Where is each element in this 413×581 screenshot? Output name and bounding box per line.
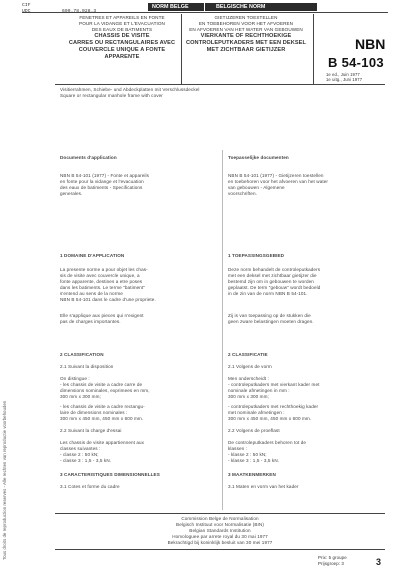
left-s1-line: La presente norme a pour objet les chas- (60, 267, 148, 272)
right-s22-line: - klasse 3 : 1,5 - 3,5 kN. (228, 458, 280, 463)
banner-left-label: NORM BELGE (152, 4, 189, 10)
left-intro-line: NBN B 54-101 (1977) - Fonte et appareils (60, 173, 150, 178)
left-s2-line: 300 mm x 300 mm; (60, 394, 101, 399)
banner-right-label: BELGISCHE NORM (216, 4, 266, 10)
right-s3-sub: 3.1 Maten en vorm van het kader (228, 484, 299, 489)
left-s3-sub: 3.1 Cotes et forme du cadre (60, 484, 120, 489)
left-s1-line: pas de charges importantes. (60, 319, 121, 324)
right-intro-heading: Toepasselijke documenten (228, 155, 289, 160)
left-s2-line: dimensions nominales, exprimees en mm, (60, 388, 150, 393)
right-s22-line: - klasse 2 : 50 kN; (228, 452, 267, 457)
right-column (228, 155, 378, 197)
right-s2-title: 2 CLASSIFICATIE (228, 352, 268, 357)
right-intro-line: en toebehoren voor het afvoeren van het water (228, 179, 329, 184)
right-s2-line: nominale afmetingen in mm : (228, 388, 290, 393)
right-intro-line: voorschriften. (228, 191, 257, 196)
right-intro-line: van gebouwen - Algemene (228, 185, 285, 190)
nbn-label: NBN (355, 36, 386, 52)
subtitle-line: Visitierrahmen, Schiebe- und Abdeckplatten mit Verschlussdeckel (60, 87, 200, 92)
right-s2-line: 300 mm x 450 mm, 450 mm x 600 mm. (228, 416, 312, 421)
right-s1-line: geen zware belastingen moeten dragen. (228, 319, 314, 324)
footer-line: Commission Belge de Normalisation (181, 516, 259, 521)
title-divider-right (313, 14, 314, 84)
title-divider (181, 14, 182, 84)
left-s2-title: 2 CLASSIFICATION (60, 352, 104, 357)
left-s22-line: classes suivantes : (60, 446, 101, 451)
footer-line: Belgian Standards Institution (189, 528, 251, 533)
right-s1-line: in de zin van de norm NBN B 54-101. (228, 291, 308, 296)
left-s22-line: - classe 2 : 50 kN; (60, 452, 99, 457)
right-section-1 (228, 253, 378, 325)
nl-title-line: MET ZICHTBAAR GIETIJZER (206, 47, 286, 53)
left-s1-line: fonte apparente, destines a etre poses (60, 279, 143, 284)
left-intro-line: en fonte pour la vidange et l'evacuation (60, 179, 144, 184)
footer-rule-top (55, 513, 385, 514)
right-s2-line: met nominale afmetingen : (228, 410, 285, 415)
left-column (60, 155, 210, 197)
left-s1-line: dans les batiments. Le terme "batiment" (60, 285, 146, 290)
left-s2-sub: 2.1 Suivant la disposition (60, 364, 114, 369)
fr-title (62, 15, 182, 61)
left-s1-line: NBN B 54-101 dans le cadre d'une propriete. (60, 297, 156, 302)
right-s1-title: 1 TOEPASSINGSGEBIED (228, 253, 285, 258)
fr-title-line: FENETRES ET APPAREILS EN FONTE (79, 15, 165, 20)
nl-title-line: GIETIJZEREN TOESTELLEN (214, 15, 278, 20)
nl-title-line: EN TOEBEHOREN VOOR HET AFVOEREN (198, 21, 294, 26)
footer-rule-bottom (55, 549, 385, 550)
right-s1-line: Deze norm behandelt de controleputkaders (228, 267, 321, 272)
right-s2-line: - controleputkaders met vierkant kader met (228, 382, 320, 387)
fr-title-line: CARRES OU RECTANGULAIRES AVEC (68, 40, 176, 46)
left-s2-line: On distingue : (60, 376, 90, 381)
right-s2-line: Men onderscheidt : (228, 376, 269, 381)
left-s1-line: Elle s'applique aux pieces qui n'exigent (60, 313, 144, 318)
right-intro-line: NBN B 54-101 (1977) - Gietijzeren toestellen (228, 173, 324, 178)
edition-line: 1e uitg., Juni 1977 (326, 77, 363, 82)
price-label: Prijsgroep: 3 (318, 560, 344, 566)
right-s2-line: - controleputkaders met rechthoekig kader (228, 404, 319, 409)
standard-number: B 54-103 (328, 55, 384, 70)
left-s2-line: - les chassis de visite a cadre carre de (60, 382, 143, 387)
left-section-1 (60, 253, 210, 325)
right-s1-line: geplaatst. De term "gebouw" wordt bedoeld (228, 285, 321, 290)
left-s3-title: 3 CARACTERISTIQUES DIMENSIONNELLES (60, 472, 160, 477)
footer-text (60, 516, 380, 546)
left-intro-heading: Documents d'application (60, 155, 117, 160)
left-s22-line: Les chassis de visite appartiennent aux (60, 440, 145, 445)
left-s2-line: - les chassis de visite a cadre rectangu- (60, 404, 145, 409)
fr-title-line: DES EAUX DE BATIMENTS (91, 27, 153, 32)
footer-line: Homologuee par arrete royal du 30 mai 1977 (172, 534, 268, 539)
right-s1-line: met een deksel met zichtbaar gietijzer die (228, 273, 317, 278)
edition-line: 1e ed., Juin 1977 (326, 72, 360, 77)
left-intro-line: des eaux de batiments - Specifications (60, 185, 143, 190)
right-s22-title: 2.2 Volgens de proeflast (228, 428, 280, 433)
right-s22-line: De controleputkaders behoren tot de (228, 440, 307, 445)
fr-title-line: POUR LA VIDANGE ET L'EVACUATION (79, 21, 165, 26)
edition-info (326, 72, 386, 82)
group-label: Prix: 5 groupe (318, 555, 347, 560)
right-s2-line: 300 mm x 300 mm; (228, 394, 269, 399)
right-s2-sub: 2.1 Volgens de vorm (228, 364, 272, 369)
fr-title-line: CHASSIS DE VISITE (94, 33, 150, 39)
left-s1-line: s'entend au sens de la norme (60, 291, 123, 296)
left-s1-line: sis de visite avec couvercle unique, a (60, 273, 140, 278)
nl-title (182, 15, 310, 54)
left-s22-line: - classe 3 : 1,5 - 3,5 kN. (60, 458, 112, 463)
right-s1-line: Zij is van toepassing op de stukken die (228, 313, 311, 318)
code-cif: CIF (22, 3, 31, 8)
margin-vertical-text: Tous droits de reproduction reserves - Alle rechten van reproductie voorbehouden (2, 400, 7, 560)
nl-title-line: VIERKANTE OF RECHTHOEKIGE (200, 33, 292, 39)
subtitle-line: Square or rectangular manhole frame with cover (60, 93, 163, 98)
left-intro-line: generales. (60, 191, 83, 196)
left-s2-line: laire de dimensions nominales : (60, 410, 128, 415)
header-rule (22, 12, 388, 13)
page-number: 3 (376, 557, 382, 567)
right-s22-line: klassen : (228, 446, 248, 451)
fr-title-line: COUVERCLE UNIQUE A FONTE APPARENTE (78, 47, 166, 60)
right-s3-title: 3 MAATKENMERKEN (228, 472, 276, 477)
nl-title-line: CONTROLEPUTKADERS MET EEN DEKSEL (185, 40, 307, 46)
right-section-2 (228, 352, 378, 490)
subtitle (60, 87, 380, 99)
footer-line: Bekrachtigd bij koninklijk besluit van 30 mei 1977 (167, 540, 273, 545)
left-s22-title: 2.2 Suivant la charge d'essai (60, 428, 122, 433)
left-s2-line: 300 mm x 450 mm, 450 mm x 600 mm. (60, 416, 144, 421)
right-s1-line: bestemd zijn om in gebouwen te worden (228, 279, 314, 284)
left-section-2 (60, 352, 210, 490)
title-rule (55, 84, 385, 85)
nl-title-line: EN AFVOEREN VAN HET WATER VAN GEBOUWEN (189, 27, 303, 32)
header-codes (22, 3, 62, 15)
price-group (318, 555, 378, 566)
column-divider (222, 150, 223, 510)
footer-line: Belgisch Instituut voor Normalisatie (BIN) (176, 522, 264, 527)
left-s1-title: 1 DOMAINE D'APPLICATION (60, 253, 125, 258)
